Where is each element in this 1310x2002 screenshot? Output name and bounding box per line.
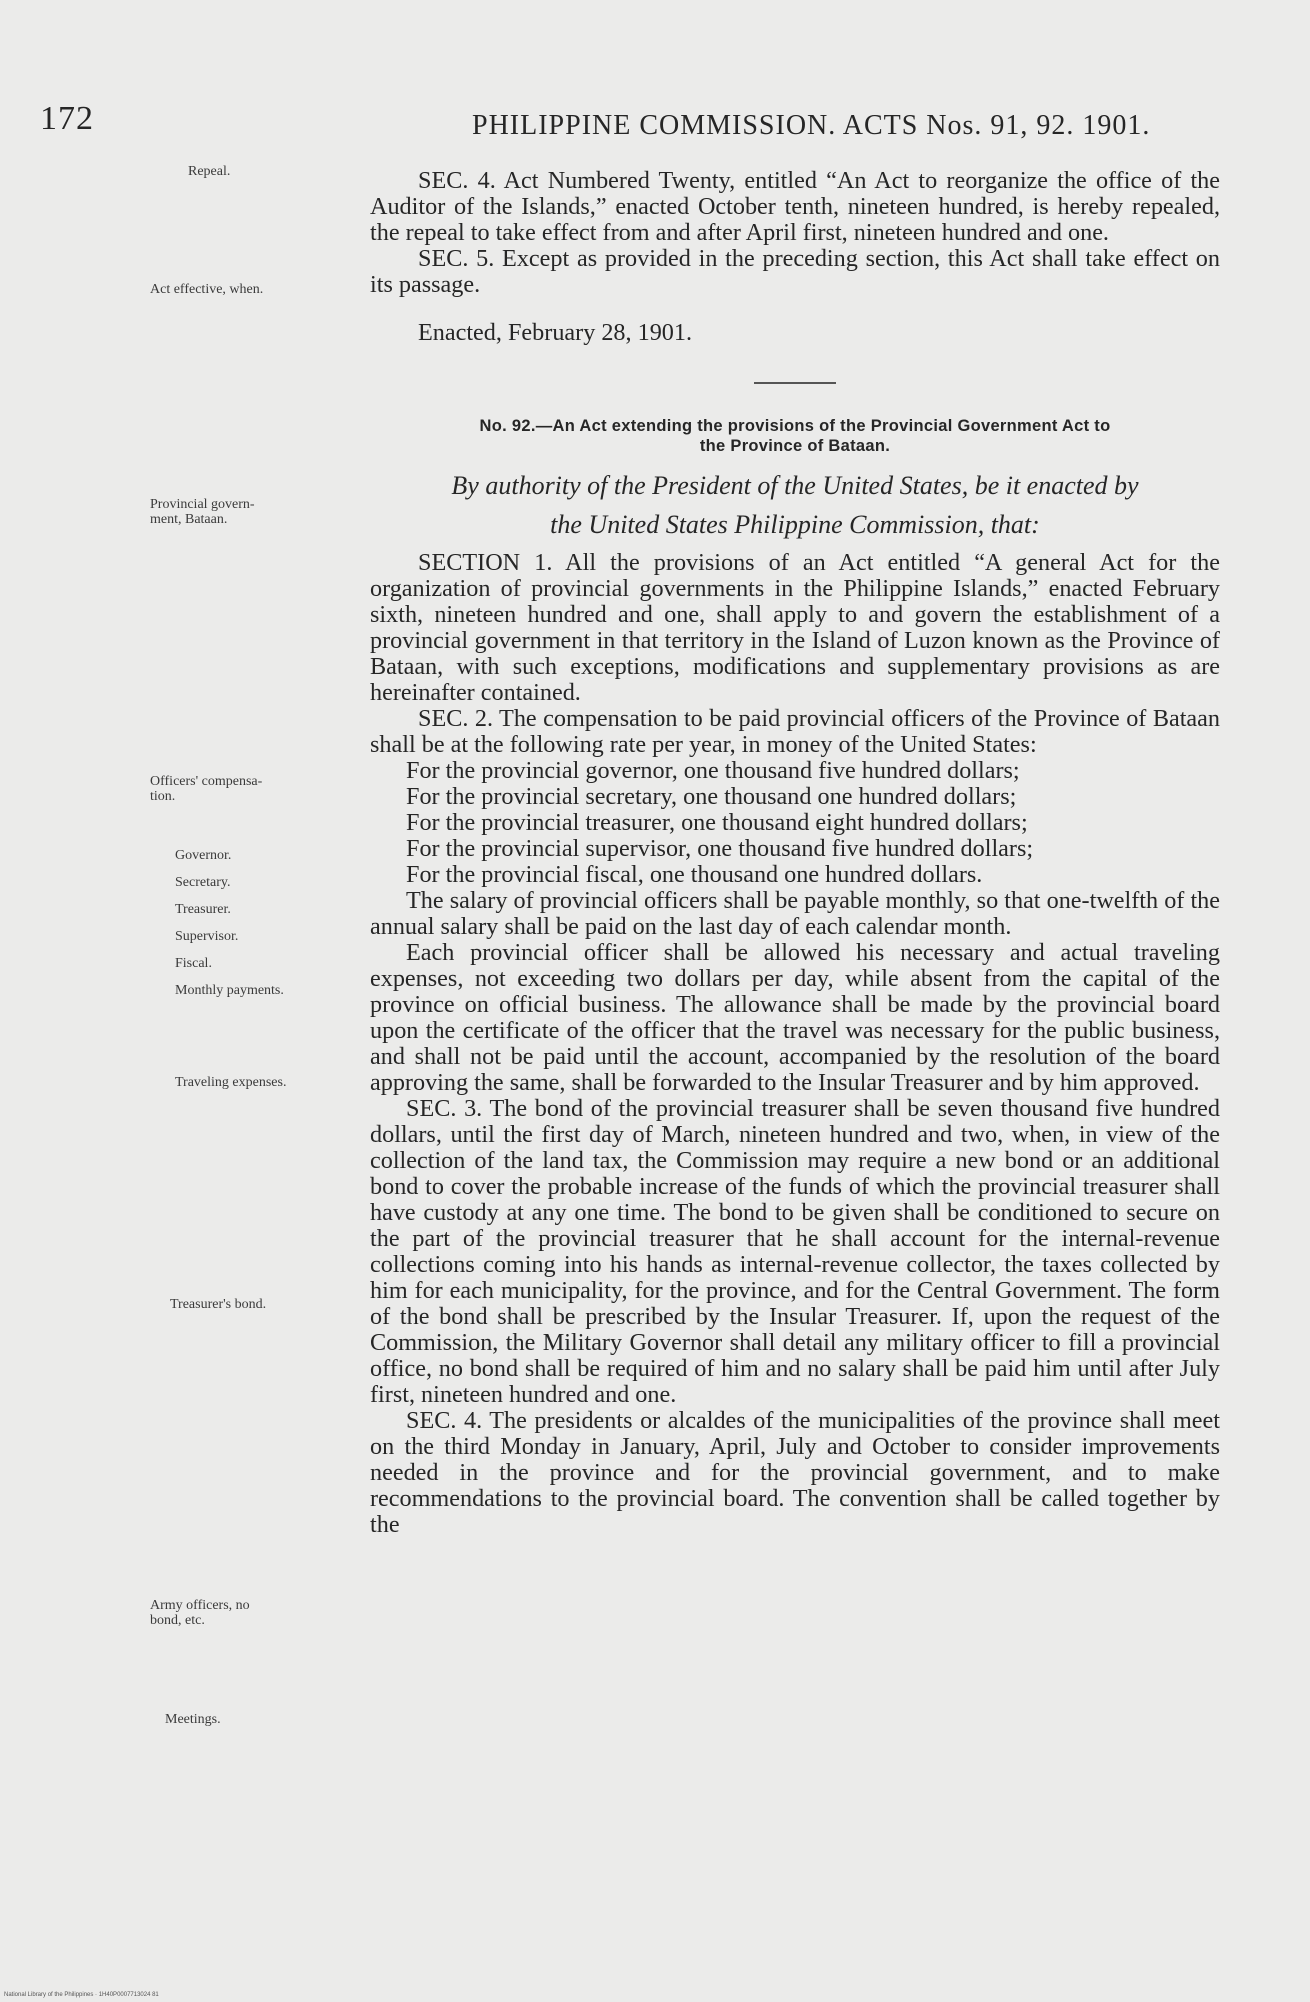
- margin-note-line: Army officers, no: [150, 1598, 250, 1613]
- margin-note-secretary: Secretary.: [175, 875, 231, 890]
- margin-note-meetings: Meetings.: [165, 1712, 221, 1727]
- compensation-fiscal: For the provincial fiscal, one thousand one hundred dollars.: [406, 861, 983, 888]
- section-divider-rule: [754, 382, 836, 384]
- compensation-treasurer: For the provincial treasurer, one thousand eight hundred dollars;: [406, 809, 1028, 836]
- monthly-payments-paragraph: The salary of provincial officers shall be payable monthly, so that one-twelfth of the annual salary shall be paid on the last day of each calendar month.: [370, 887, 1220, 940]
- margin-note-provincial-government: [150, 497, 255, 527]
- compensation-secretary: For the provincial secretary, one thousand one hundred dollars;: [406, 783, 1017, 810]
- body-text: [370, 168, 1220, 1538]
- enacting-clause-line: By authority of the President of the United States, be it enacted by: [451, 471, 1139, 500]
- act91-sec4-paragraph: SEC. 4. Act Numbered Twenty, entitled “An Act to reorganize the office of the Auditor of the Islands,” enacted October tenth, nineteen hundred, is hereby repealed, the repeal to take effect from and after April first, nineteen hundred and one.: [370, 167, 1220, 246]
- act92-sec4-paragraph: SEC. 4. The presidents or alcaldes of the municipalities of the province shall meet on the third Monday in January, April, July and October to consider improvements needed in the province and for the provincial government, and to make recommendations to the provincial board. The convention shall be called together by the: [370, 1407, 1220, 1538]
- act92-title-line: the Province of Bataan.: [699, 437, 891, 455]
- margin-note-line: bond, etc.: [150, 1613, 205, 1628]
- act91-sec5-paragraph: SEC. 5. Except as provided in the preceding section, this Act shall take effect on its passage.: [370, 245, 1220, 298]
- margin-note-act-effective: Act effective, when.: [150, 282, 264, 297]
- page-number: 172: [40, 100, 94, 137]
- margin-note-repeal: Repeal.: [188, 164, 231, 179]
- act92-title: [370, 416, 1220, 456]
- margin-note-line: Officers' compensa-: [150, 774, 263, 789]
- margin-note-line: tion.: [150, 789, 176, 804]
- running-head: PHILIPPINE COMMISSION. ACTS Nos. 91, 92. 1901.: [472, 110, 1151, 141]
- act92-sec3-paragraph: SEC. 3. The bond of the provincial treasurer shall be seven thousand five hundred dollars, until the first day of March, nineteen hundred and two, when, in view of the collection of the land tax, the Commission may require a new bond or an additional bond to cover the probable increase of the funds of which the provincial treasurer shall have custody at any one time. The bond to be given shall be conditioned to secure on the part of the provincial treasurer that he shall account for the internal-revenue collections coming into his hands as internal-revenue collector, the taxes collected by him for each municipality, for the province, and for the Central Government. The form of the bond shall be prescribed by the Insular Treasurer. If, upon the request of the Commission, the Military Governor shall detail any military officer to fill a provincial office, no bond shall be required of him and no salary shall be paid him until after July first, nineteen hundred and one.: [370, 1095, 1220, 1408]
- act92-sec2-intro-paragraph: SEC. 2. The compensation to be paid provincial officers of the Province of Bataan shall be at the following rate per year, in money of the United States:: [370, 705, 1220, 758]
- margin-note-treasurer: Treasurer.: [175, 902, 231, 917]
- scan-footer: National Library of the Philippines · 1H40P0007713024 81: [4, 1992, 159, 1998]
- margin-note-supervisor: Supervisor.: [175, 929, 239, 944]
- margin-note-officers-compensation: [150, 774, 262, 804]
- compensation-governor: For the provincial governor, one thousand five hundred dollars;: [406, 757, 1020, 784]
- margin-note-monthly-payments: Monthly payments.: [175, 983, 284, 998]
- margin-note-line: Provincial govern-: [150, 497, 255, 512]
- margin-note-governor: Governor.: [175, 848, 232, 863]
- act92-enacting-clause: [370, 466, 1220, 544]
- margin-note-fiscal: Fiscal.: [175, 956, 212, 971]
- traveling-expenses-paragraph: Each provincial officer shall be allowed his necessary and actual traveling expenses, not exceeding two dollars per day, while absent from the capital of the province on official business. The allowance shall be made by the provincial board upon the certificate of the officer that the travel was necessary for the public business, and shall not be paid until the account, accompanied by the resolution of the board approving the same, shall be forwarded to the Insular Treasurer and by him approved.: [370, 939, 1220, 1096]
- act92-title-line: No. 92.—An Act extending the provisions of the Provincial Government Act to: [479, 417, 1111, 435]
- margin-note-army-officers: [150, 1598, 250, 1628]
- margin-note-treasurers-bond: Treasurer's bond.: [170, 1297, 267, 1312]
- margin-note-traveling-expenses: Traveling expenses.: [175, 1075, 287, 1090]
- act92-section1-paragraph: SECTION 1. All the provisions of an Act entitled “A general Act for the organization of provincial governments in the Philippine Islands,” enacted February sixth, nineteen hundred and one, shall apply to and govern the establishment of a provincial government in that territory in the Island of Luzon known as the Province of Bataan, with such exceptions, modifications and supplementary provisions as are hereinafter contained.: [370, 549, 1220, 706]
- compensation-supervisor: For the provincial supervisor, one thousand five hundred dollars;: [406, 835, 1034, 862]
- margin-note-line: ment, Bataan.: [150, 512, 228, 527]
- enacting-clause-line: the United States Philippine Commission, that:: [550, 510, 1040, 539]
- act91-enacted-date: Enacted, February 28, 1901.: [418, 319, 693, 346]
